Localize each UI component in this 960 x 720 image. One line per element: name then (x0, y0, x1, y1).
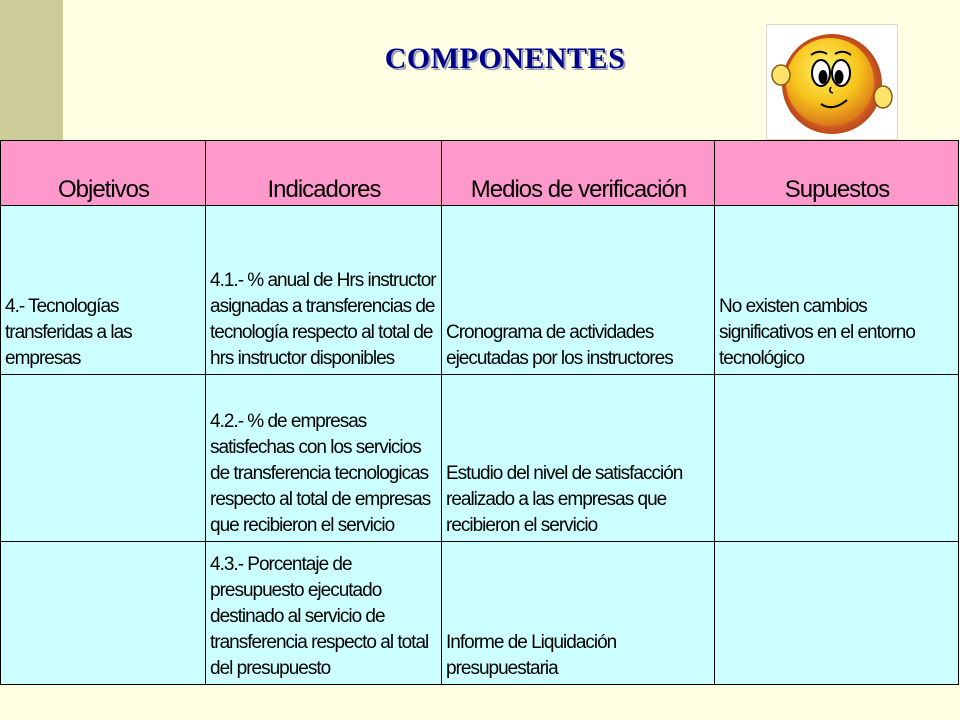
mascot-image (766, 24, 898, 140)
cell-objetivo (1, 542, 206, 685)
header-objetivos: Objetivos (1, 141, 206, 206)
cell-indicador: 4.1.- % anual de Hrs instructor asignadas a transferencias de tecnología respecto al total de hrs instructor disponibles (206, 206, 442, 375)
table-row (1, 375, 959, 542)
components-table (0, 140, 959, 685)
cell-supuesto: No existen cambios significativos en el entorno tecnológico (715, 206, 959, 375)
cell-supuesto (715, 375, 959, 542)
cell-objetivo: 4.- Tecnologías transferidas a las empresas (1, 206, 206, 375)
header-medios-de-verificacion: Medios de verificación (442, 141, 715, 206)
header-indicadores: Indicadores (206, 141, 442, 206)
page-title: COMPONENTES (384, 42, 626, 75)
table-row (1, 206, 959, 375)
cell-objetivo (1, 375, 206, 542)
smiley-face-mascot-icon (767, 25, 897, 139)
table-row (1, 542, 959, 685)
cell-medio: Estudio del nivel de satisfacción realizado a las empresas que recibieron el servicio (442, 375, 715, 542)
cell-medio: Cronograma de actividades ejecutadas por los instructores (442, 206, 715, 375)
cell-indicador: 4.2.- % de empresas satisfechas con los servicios de transferencia tecnologicas respecto al total de empresas que recibieron el servicio (206, 375, 442, 542)
table-header-row (1, 141, 959, 206)
cell-medio: Informe de Liquidación presupuestaria (442, 542, 715, 685)
cell-indicador: 4.3.- Porcentaje de presupuesto ejecutado destinado al servicio de transferencia respecto al total del presupuesto (206, 542, 442, 685)
header-supuestos: Supuestos (715, 141, 959, 206)
cell-supuesto (715, 542, 959, 685)
